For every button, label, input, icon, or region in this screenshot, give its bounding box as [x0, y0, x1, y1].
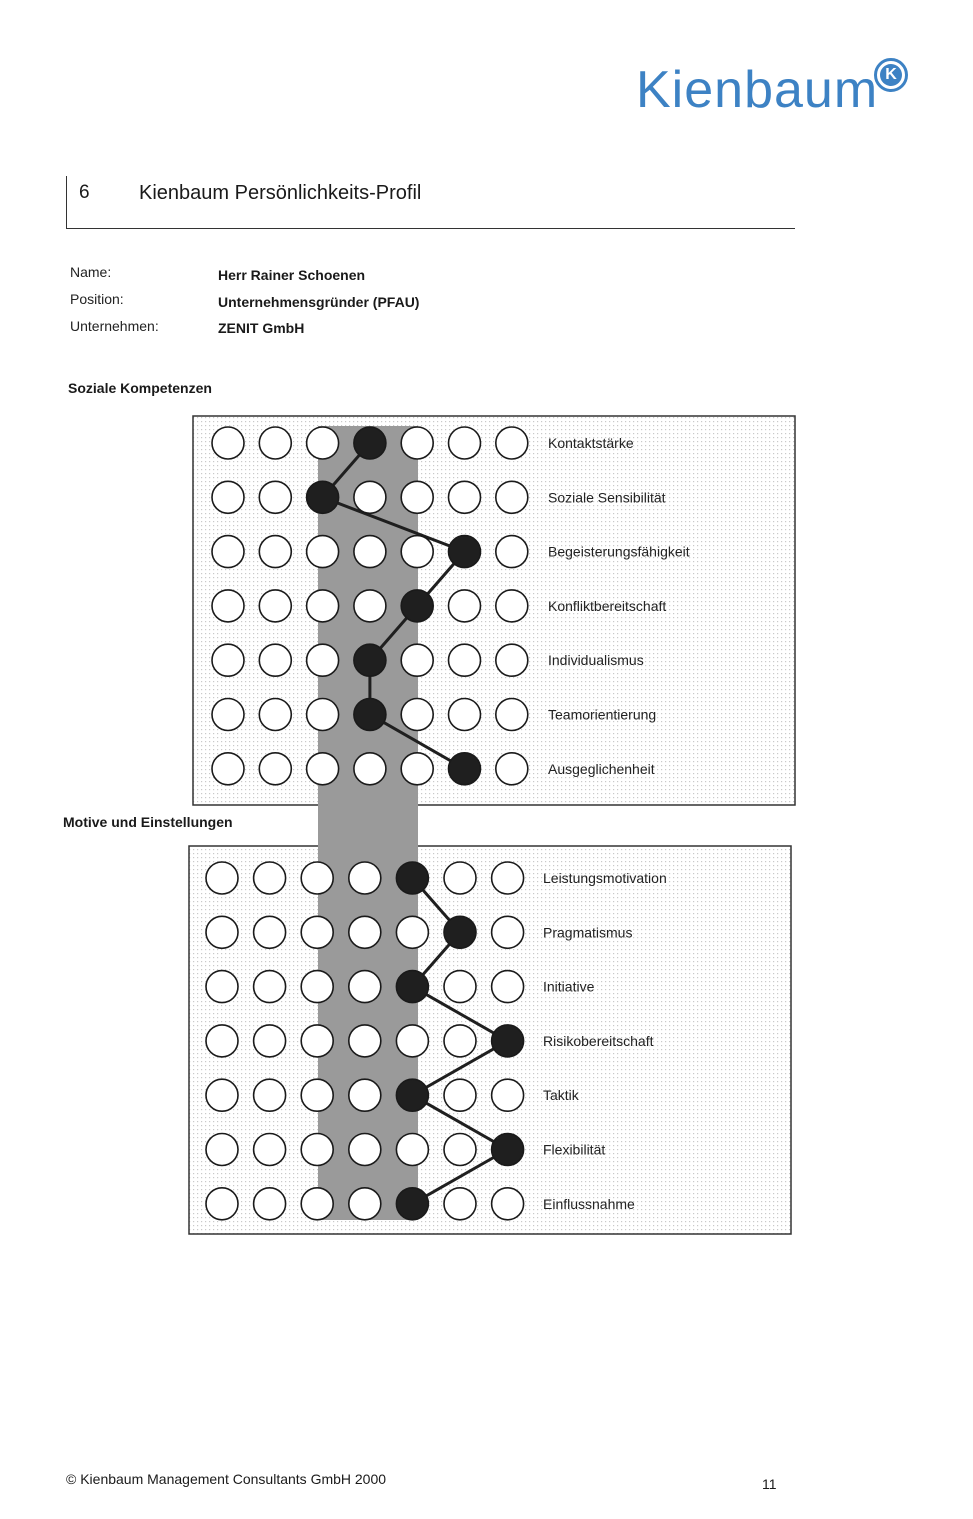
rating-dot [492, 1188, 524, 1220]
rating-dot [206, 916, 238, 948]
rating-dot-selected [449, 753, 481, 785]
rating-dot [492, 916, 524, 948]
rating-dot [301, 1079, 333, 1111]
rating-dot [212, 753, 244, 785]
rating-dot [492, 1079, 524, 1111]
rating-dot [349, 1025, 381, 1057]
rating-dot [349, 916, 381, 948]
rating-dot [449, 590, 481, 622]
rating-dot [449, 699, 481, 731]
rating-dot [396, 1134, 428, 1166]
rating-dot-selected [492, 1025, 524, 1057]
rating-dot [212, 590, 244, 622]
rating-dot [349, 1188, 381, 1220]
info-label-company: Unternehmen: [70, 318, 159, 334]
rating-dot [259, 699, 291, 731]
trait-label: Pragmatismus [543, 924, 633, 941]
rating-dot [349, 1079, 381, 1111]
rating-dot [301, 862, 333, 894]
rating-dot [354, 481, 386, 513]
rating-dot [496, 590, 528, 622]
rating-dot [396, 1025, 428, 1057]
trait-label: Individualismus [548, 652, 644, 669]
rating-dot-selected [396, 862, 428, 894]
rating-dot-selected [449, 536, 481, 568]
trait-label: Begeisterungsfähigkeit [548, 543, 690, 560]
rating-dot [349, 971, 381, 1003]
rating-dot-selected [401, 590, 433, 622]
rating-dot [496, 644, 528, 676]
rating-dot [212, 427, 244, 459]
rating-dot [307, 753, 339, 785]
rating-dot [307, 427, 339, 459]
rating-dot [444, 862, 476, 894]
rating-dot [449, 427, 481, 459]
rating-dot [354, 536, 386, 568]
info-value-position: Unternehmensgründer (PFAU) [218, 294, 420, 310]
rating-dot [496, 753, 528, 785]
trait-label: Teamorientierung [548, 706, 657, 723]
rating-dot [449, 481, 481, 513]
logo-k-letter: K [880, 64, 902, 86]
rating-dot [259, 644, 291, 676]
rating-dot [449, 644, 481, 676]
rating-dot-selected [396, 1188, 428, 1220]
rating-dot-selected [354, 644, 386, 676]
rating-dot [254, 971, 286, 1003]
rating-dot [307, 590, 339, 622]
rating-dot [444, 1134, 476, 1166]
footer-copyright: © Kienbaum Management Consultants GmbH 2000 [66, 1471, 387, 1487]
info-label-position: Position: [70, 291, 124, 307]
rating-dot [492, 862, 524, 894]
group-title-motives: Motive und Einstellungen [63, 814, 233, 830]
rating-dot [496, 427, 528, 459]
rating-dot [254, 862, 286, 894]
trait-label: Taktik [543, 1087, 579, 1104]
rating-dot [496, 536, 528, 568]
rating-dot [401, 644, 433, 676]
rating-dot [401, 427, 433, 459]
rating-dot-selected [354, 699, 386, 731]
rating-dot [444, 971, 476, 1003]
rating-dot [401, 753, 433, 785]
rating-dot [212, 644, 244, 676]
info-label-name: Name: [70, 264, 112, 280]
rating-dot [444, 1025, 476, 1057]
page-number: 11 [762, 1476, 777, 1492]
section-number: 6 [79, 182, 90, 203]
rating-dot-selected [307, 481, 339, 513]
rating-dot-selected [492, 1134, 524, 1166]
section-title: Kienbaum Persönlichkeits-Profil [139, 182, 422, 204]
rating-dot [259, 536, 291, 568]
trait-label: Leistungsmotivation [543, 870, 667, 886]
rating-dot [301, 1188, 333, 1220]
rating-dot [259, 590, 291, 622]
logo-wordmark: Kienbaum [636, 61, 879, 119]
rating-dot [496, 481, 528, 513]
rating-dot [349, 862, 381, 894]
rating-dot [301, 1025, 333, 1057]
info-value-name: Herr Rainer Schoenen [218, 267, 366, 283]
trait-label: Einflussnahme [543, 1195, 635, 1212]
rating-dot [206, 971, 238, 1003]
rating-dot [349, 1134, 381, 1166]
rating-dot [206, 862, 238, 894]
rating-dot [206, 1079, 238, 1111]
rating-dot-selected [396, 971, 428, 1003]
rating-dot [301, 971, 333, 1003]
rating-dot [254, 1025, 286, 1057]
rating-dot [212, 536, 244, 568]
rating-dot [492, 971, 524, 1003]
rating-dot-selected [396, 1079, 428, 1111]
rating-dot [496, 699, 528, 731]
rating-dot [212, 699, 244, 731]
rating-dot [301, 916, 333, 948]
trait-label: Konfliktbereitschaft [548, 597, 667, 614]
rating-dot [401, 536, 433, 568]
rating-dot [444, 1079, 476, 1111]
rating-dot [401, 699, 433, 731]
rating-dot [307, 644, 339, 676]
rating-dot [212, 481, 244, 513]
rating-dot [301, 1134, 333, 1166]
rating-dot [254, 1079, 286, 1111]
rating-dot [396, 916, 428, 948]
trait-label: Flexibilität [543, 1141, 606, 1158]
trait-label: Ausgeglichenheit [548, 760, 655, 777]
rating-dot [259, 753, 291, 785]
rating-dot [354, 590, 386, 622]
group-title-social: Soziale Kompetenzen [68, 380, 212, 396]
rating-dot [206, 1134, 238, 1166]
info-value-company: ZENIT GmbH [218, 320, 305, 336]
trait-label: Kontaktstärke [548, 435, 634, 451]
rating-dot [259, 427, 291, 459]
trait-label: Initiative [543, 978, 595, 995]
trait-label: Soziale Sensibilität [548, 489, 666, 506]
rating-dot [307, 536, 339, 568]
rating-dot [259, 481, 291, 513]
rating-dot [254, 916, 286, 948]
rating-dot [444, 1188, 476, 1220]
rating-dot [206, 1188, 238, 1220]
rating-dot [354, 753, 386, 785]
rating-dot-selected [444, 916, 476, 948]
rating-dot [307, 699, 339, 731]
rating-dot [254, 1188, 286, 1220]
trait-label: Risikobereitschaft [543, 1032, 654, 1049]
rating-dot [401, 481, 433, 513]
rating-dot-selected [354, 427, 386, 459]
rating-dot [254, 1134, 286, 1166]
rating-dot [206, 1025, 238, 1057]
